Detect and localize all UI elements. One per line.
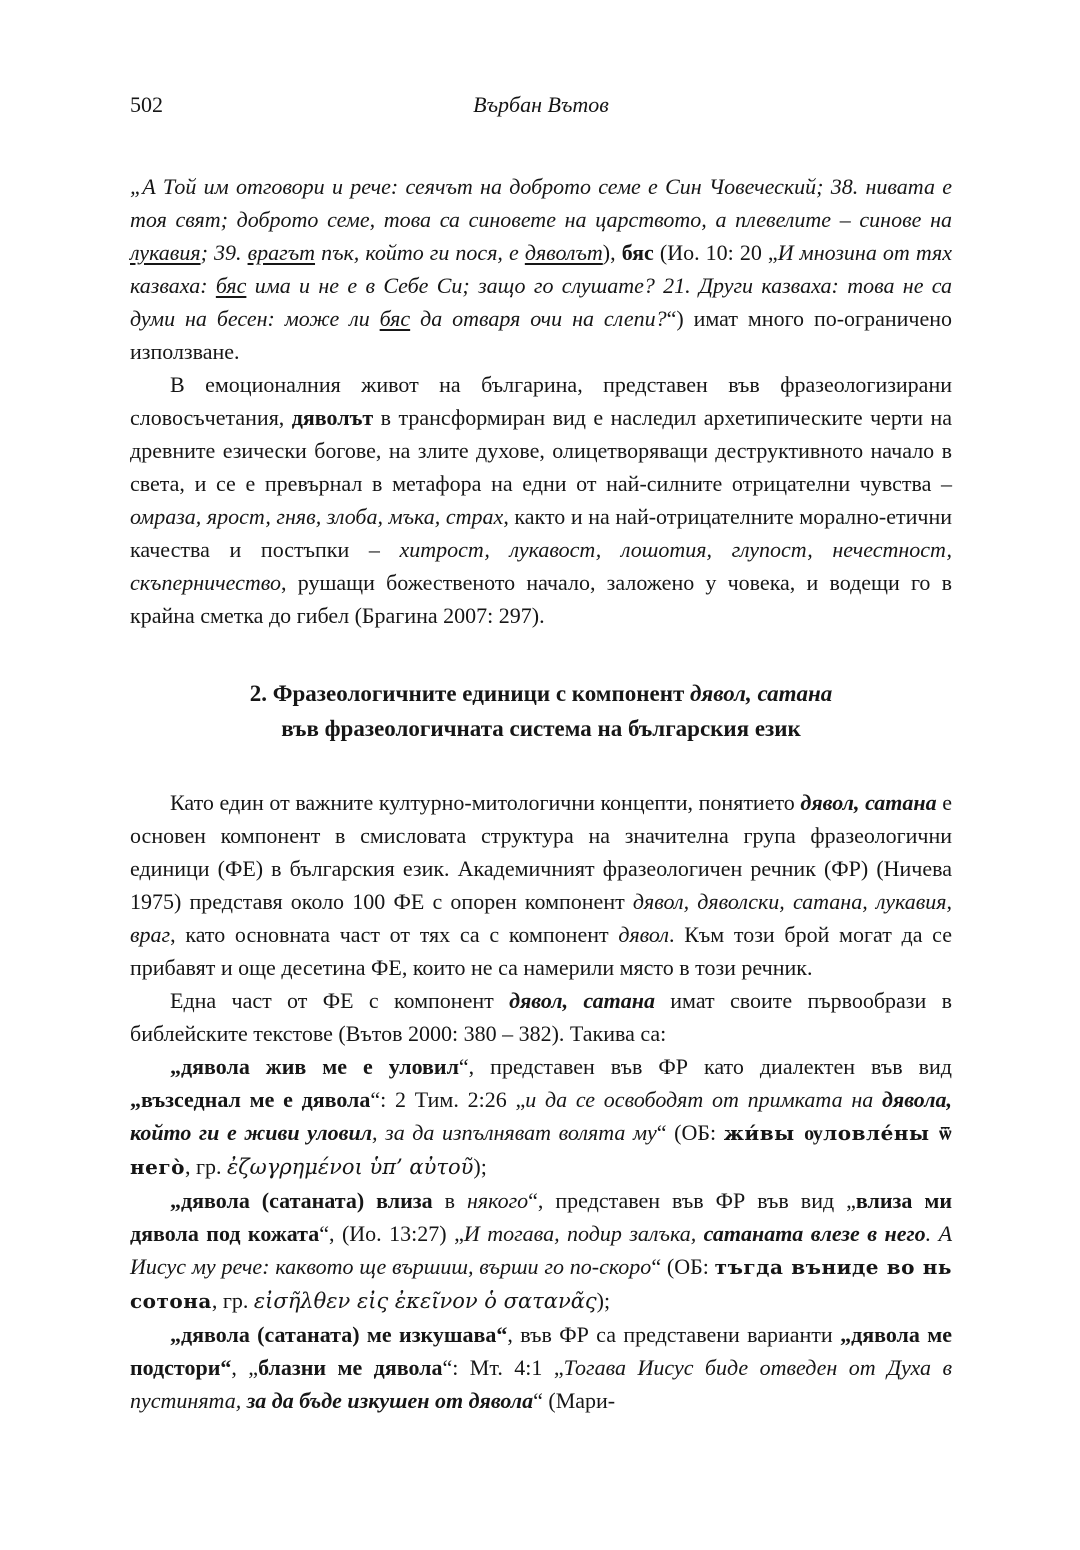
paragraph-phraseme-vliza: „дявола (сатаната) влиза в някого“, представен във ФР във вид „влиза ми дявола под кожата“, (Ио. 13:27) „И тогава, подир залъка, сатаната влезе в него. А Иисус му рече: каквото ще вършиш, върши го по-скоро“ (ОБ: тъгда въниде во нь сотона, гр. εἰσῆλθεν εἰς ἐκεῖνον ὁ σατανᾶς); [130,1188,953,1313]
page-header [130,92,952,122]
section-heading-line1: 2. Фразеологичните единици с компонент дявол, сатана [249,681,833,706]
paragraph-phraseme-ulovil: „дявола жив ме е уловил“, представен във ФР като диалектен във вид „възседнал ме е дявола“: 2 Тим. 2:26 „и да се освободят от примката на дявола, който ги е живи уловил, за да изпълняват волята му“ (ОБ: жи́вы ѹловле́ны ѿ него̀, гр. ἐζωγρημένοι ὑπ’ αὐτοῦ); [130,1054,953,1179]
section-heading [166,676,916,746]
paragraph-bible-quote: „А Той им отговори и рече: сеячът на доброто семе е Син Човеческий; 38. нивата е тоя свят; доброто семе, това са синовете на царството, а плевелите – синове на лукавия; 39. врагът пък, който ги пося, е дяволът), бяс (Ио. 10: 20 „И мнозина от тях казваха: бяс има и не е в Себе Си; защо го слушате? 21. Други казваха: това не са думи на бесен: може ли бяс да отваря очи на слепи?“) имат много по-ограничено използване. [130,174,953,364]
paragraph-emotional-life: В емоционалния живот на българина, представен във фразеологизирани словосъчетания, дяволът в трансформиран вид е наследил архетипическите черти на древните езически богове, на злите духове, олицетворяващи деструктивното начало в света, и се е превърнал в метафора на едни от най-силните отрицателни чувства – омраза, ярост, гняв, злоба, мъка, страх, както и на най-отрицателните морално-етични качества и постъпки – хитрост, лукавост, лошотия, глупост, нечестност, скъперничество, рушащи божественото начало, заложено у човека, и водещи го в крайна сметка до гибел (Брагина 2007: 297). [130,372,952,628]
running-head: Върбан Вътов [473,92,609,117]
paragraph-phraseme-izkushava: „дявола (сатаната) ме изкушава“, във ФР са представени варианти „дявола ме подстори“, „блазни ме дявола“: Мт. 4:1 „Тогава Иисус биде отведен от Духа в пустинята, за да бъде изкушен от дявола“ (Мари- [130,1322,952,1413]
paragraph-concepts: Като един от важните културно-митологични концепти, понятието дявол, сатана е основен компонент в смисловата структура на значителна група фразеологични единици (ФЕ) в българския език. Академичният фразеологичен речник (ФР) (Ничева 1975) представя около 100 ФЕ с опорен компонент дявол, дяволски, сатана, лукавия, враг, като основната част от тях са с компонент дявол. Към този брой могат да се прибавят и още десетина ФЕ, които не са намерили място в този речник. [130,790,952,980]
section-heading-line2: във фразеологичната система на българския език [281,716,801,741]
page-number: 502 [130,92,163,117]
paragraph-biblical-sources: Една част от ФЕ с компонент дявол, сатана имат своите първообрази в библейските текстове (Вътов 2000: 380 – 382). Такива са: [130,988,952,1046]
page-body [130,170,952,1417]
